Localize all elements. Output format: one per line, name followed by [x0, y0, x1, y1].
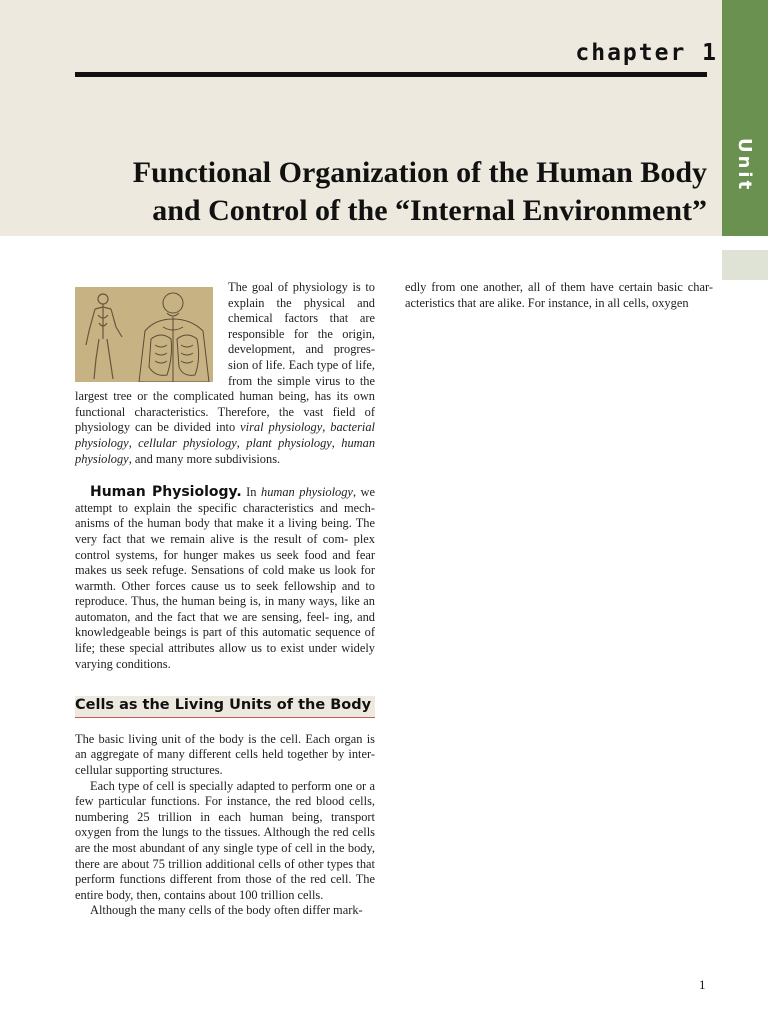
- human-physiology-paragraph: Human Physiology. In human physiology, we attempt to explain the specific characteristics and mech- anisms of the human body that make it a living being. The very fact that we remain alive is the result of com- plex control systems, for hunger makes us seek food and fear makes us seek refuge. Sensations of cold make us look for warmth. Other forces cause us to seek fellowship and to reproduce. Thus, the human being is, in many ways, like an automaton, and the fact that we are sensing, feel- ing, and knowledgeable beings is part of this automatic sequence of life; these special attributes allow us to exist under widely varying conditions.: [75, 484, 375, 671]
- left-column: [75, 280, 375, 919]
- run-in-heading: Human Physiology.: [90, 484, 242, 501]
- unit-tab-label: Unit: [734, 138, 755, 193]
- cells-paragraph-3-continued: edly from one another, all of them have certain basic char- acteristics that are alike. For instance, in all cells, oxygen: [405, 280, 713, 310]
- chapter-label: chapter 1: [575, 40, 718, 66]
- intro-paragraph: The goal of physiology is to explain the physical and chemical factors that are responsible for the origin, development, and progres- sion of life. Each type of life, from the simple virus to the largest tree or the complicated human being, has its own functional characteristics. Therefore, the vast field of physiology can be divided into viral physiology, bacterial physiology, cellular physiology, plant physiology, human physiology, and many more subdivisions.: [75, 280, 376, 466]
- chapter-title: [87, 154, 707, 230]
- chapter-rule: [75, 72, 707, 77]
- cells-paragraph-1: The basic living unit of the body is the cell. Each organ is an aggregate of many different cells held together by inter- cellular supporting structures.: [75, 731, 375, 778]
- chapter-title-line-2: and Control of the “Internal Environment”: [152, 194, 707, 227]
- chapter-title-line-1: Functional Organization of the Human Body: [132, 156, 707, 189]
- section-heading: Cells as the Living Units of the Body: [75, 696, 375, 718]
- unit-tab: [722, 0, 768, 236]
- unit-tab-accent: [722, 250, 768, 280]
- page-number: 1: [699, 977, 706, 992]
- cells-paragraph-2: Each type of cell is specially adapted to perform one or a few particular functions. For instance, the red blood cells, numbering 25 trillion in each human being, transport oxygen from the lungs to the tissues. Although the red cells are the most abundant of any single type of cell in the body, there are about 75 trillion additional cells of other types that perform functions different from those of the red cell. The entire body, then, contains about 100 trillion cells.: [75, 778, 375, 902]
- anatomy-illustration: [75, 287, 213, 382]
- right-column: [405, 280, 713, 311]
- cells-paragraph-3: Although the many cells of the body often differ mark-: [90, 903, 363, 918]
